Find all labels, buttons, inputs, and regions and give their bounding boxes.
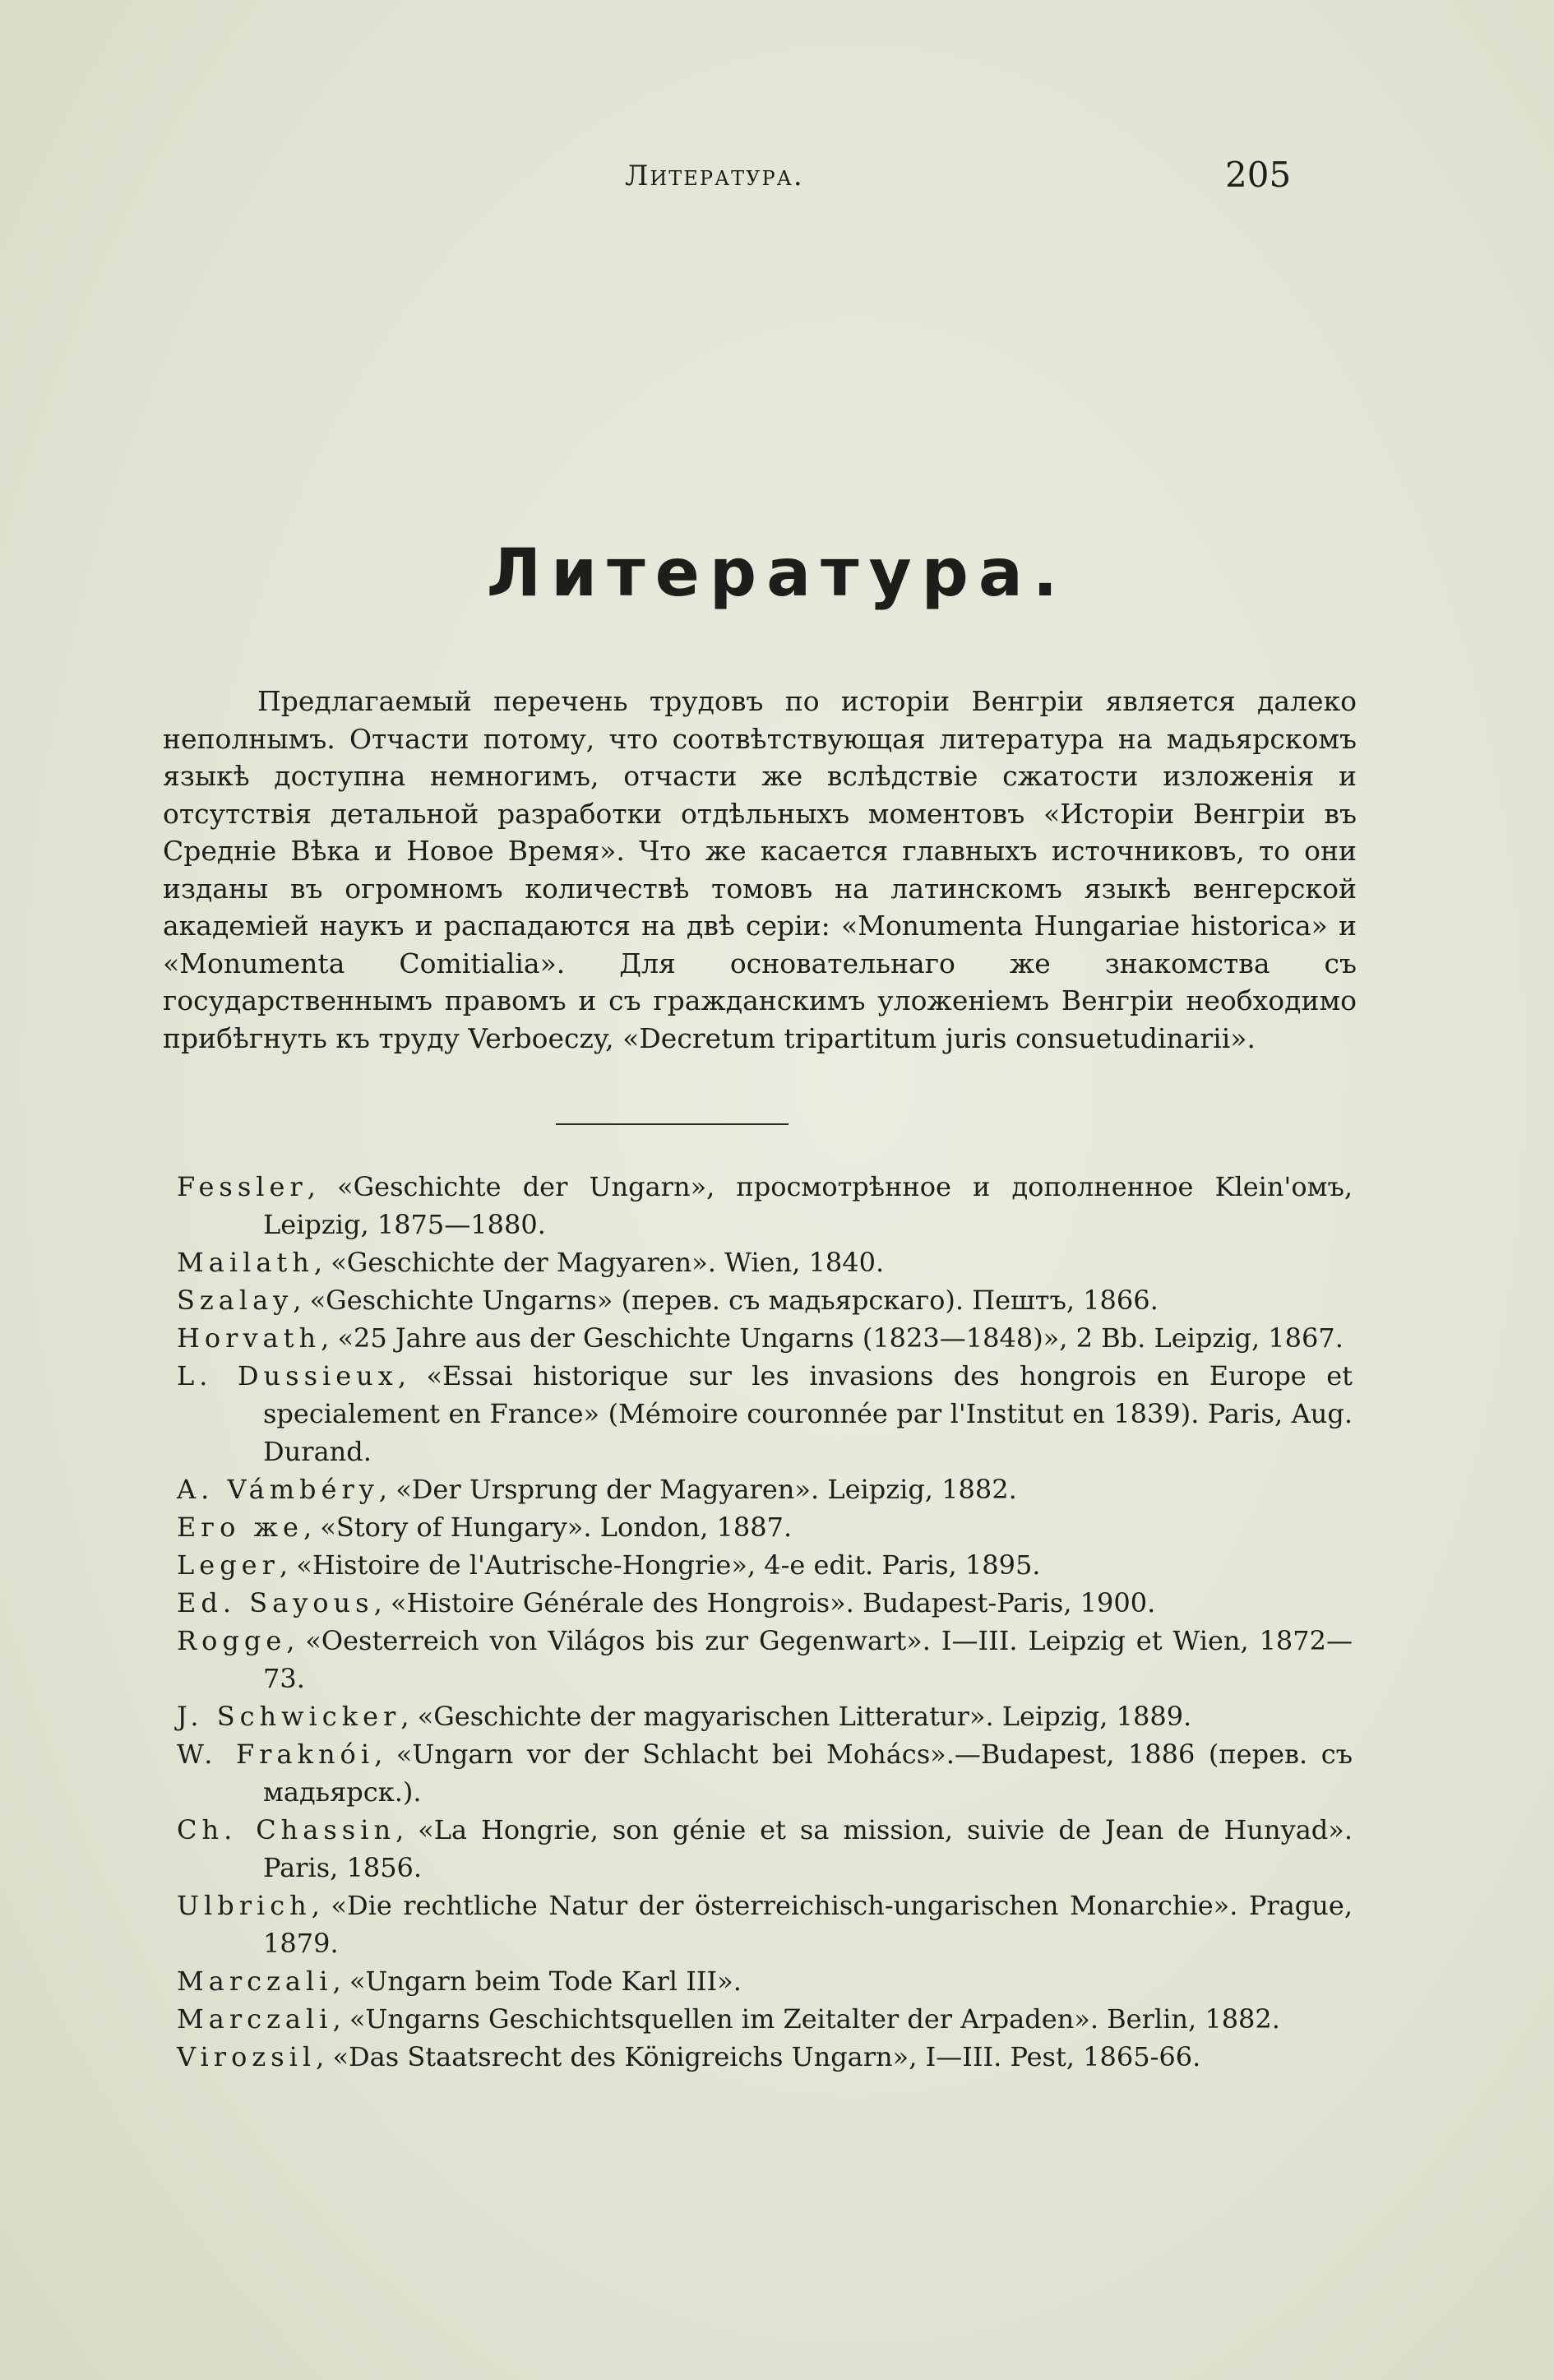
entry-text: , «Story of Hungary». London, 1887. bbox=[303, 1512, 793, 1543]
section-divider bbox=[556, 1123, 789, 1125]
bibliography-entry bbox=[177, 1887, 1353, 1962]
entry-author: Virozsil bbox=[177, 2041, 317, 2072]
entry-text: , «Histoire de l'Autrische-Hongrie», 4-e edit. Paris, 1895. bbox=[279, 1549, 1041, 1581]
bibliography-entry bbox=[177, 1319, 1353, 1357]
entry-text: , «Der Ursprung der Magyaren». Leipzig, 1882. bbox=[378, 1474, 1017, 1505]
bibliography-entry bbox=[177, 1281, 1353, 1319]
entry-author: Ed. Sayous bbox=[177, 1587, 374, 1618]
entry-author: Его же bbox=[177, 1512, 303, 1543]
running-head bbox=[0, 155, 1554, 204]
bibliography-entry bbox=[177, 2038, 1353, 2076]
bibliography-entry bbox=[177, 1962, 1353, 2000]
intro-paragraph: Предлагаемый перечень трудовъ по исторіи Венгріи является далеко неполнымъ. Отчасти потому, что соотвѣтствующая литература на мадьярскомъ языкѣ доступна немногимъ, отчасти же вслѣдствіе сжатости изложенія и отсутствія детальной разработки отдѣльныхъ моментовъ «Исторіи Венгріи въ Средніе Вѣка и Новое Время». Что же касается главныхъ источниковъ, то они изданы въ огромномъ количествѣ томовъ на латинскомъ языкѣ венгерской академіей наукъ и распадаются на двѣ серіи: «Monumenta Hungariae historica» и «Monumenta Comitialia». Для основательнаго же знакомства съ государственнымъ правомъ и съ гражданскимъ уложеніемъ Венгріи необходимо прибѣгнуть къ труду Verboeczy, «Decretum tripartitum juris consuetudinarii». bbox=[163, 685, 1357, 1054]
bibliography-entry bbox=[177, 1546, 1353, 1584]
entry-text: , «Die rechtliche Natur der österreichisch-ungarischen Monarchie». Prague, 1879. bbox=[263, 1890, 1353, 1959]
bibliography-entry bbox=[177, 1357, 1353, 1470]
entry-author: W. Fraknói bbox=[177, 1739, 375, 1770]
entry-author: Rogge bbox=[177, 1625, 287, 1656]
entry-author: Marczali bbox=[177, 2003, 333, 2035]
entry-author: Horvath bbox=[177, 1322, 321, 1354]
entry-author: Marczali bbox=[177, 1966, 333, 1997]
bibliography-entry bbox=[177, 1622, 1353, 1697]
entry-text: , «La Hongrie, son génie et sa mission, suivie de Jean de Hunyad». Paris, 1856. bbox=[263, 1814, 1353, 1883]
entry-author: Szalay bbox=[177, 1285, 294, 1316]
entry-text: , «Geschichte der Magyaren». Wien, 1840. bbox=[313, 1247, 885, 1278]
bibliography-entry bbox=[177, 1811, 1353, 1887]
entry-author: J. Schwicker bbox=[177, 1701, 401, 1732]
bibliography-entry bbox=[177, 2000, 1353, 2038]
entry-author: Ch. Chassin bbox=[177, 1814, 396, 1845]
bibliography-entry bbox=[177, 1508, 1353, 1546]
page-number: 205 bbox=[1225, 155, 1292, 195]
entry-author: Leger bbox=[177, 1549, 280, 1581]
entry-text: , «Ungarn beim Tode Karl III». bbox=[332, 1966, 742, 1997]
entry-text: , «Oesterreich von Világos bis zur Gegenwart». I—III. Leipzig et Wien, 1872—73. bbox=[263, 1625, 1353, 1694]
entry-text: , «Das Staatsrecht des Königreichs Ungarn», I—III. Pest, 1865-66. bbox=[316, 2041, 1201, 2072]
entry-text: , «25 Jahre aus der Geschichte Ungarns (1823—1848)», 2 Bb. Leipzig, 1867. bbox=[321, 1322, 1344, 1354]
entry-author: L. Dussieux bbox=[177, 1360, 398, 1391]
bibliography-entry bbox=[177, 1168, 1353, 1243]
entry-text: , «Geschichte der Ungarn», просмотрѣнное и дополненное Klein'омъ, Leipzig, 1875—1880. bbox=[263, 1171, 1353, 1240]
entry-author: A. Vámbéry bbox=[177, 1474, 379, 1505]
bibliography-entry bbox=[177, 1243, 1353, 1281]
chapter-title: Литература. bbox=[486, 535, 1068, 611]
entry-author: Mailath bbox=[177, 1247, 314, 1278]
running-title: Литература. bbox=[625, 160, 804, 192]
entry-author: Fessler bbox=[177, 1171, 308, 1202]
entry-text: , «Geschichte der magyarischen Litteratur». Leipzig, 1889. bbox=[400, 1701, 1192, 1732]
entry-text: , «Histoire Générale des Hongrois». Budapest-Paris, 1900. bbox=[373, 1587, 1156, 1618]
bibliography-entry bbox=[177, 1697, 1353, 1735]
entry-text: , «Geschichte Ungarns» (перев. съ мадьярскаго). Пештъ, 1866. bbox=[293, 1285, 1159, 1316]
entry-text: , «Ungarn vor der Schlacht bei Mohács».—Budapest, 1886 (перев. съ мадьярск.). bbox=[263, 1739, 1353, 1808]
bibliography-entry bbox=[177, 1584, 1353, 1622]
entry-author: Ulbrich bbox=[177, 1890, 312, 1921]
bibliography-entry bbox=[177, 1470, 1353, 1508]
entry-text: , «Essai historique sur les invasions des hongrois en Europe et specialement en France» (Mémoire couronnée par l'Institut en 1839). Paris, Aug. Durand. bbox=[263, 1360, 1353, 1467]
bibliography-entry bbox=[177, 1735, 1353, 1811]
entry-text: , «Ungarns Geschichtsquellen im Zeitalter der Arpaden». Berlin, 1882. bbox=[332, 2003, 1280, 2035]
bibliography-list bbox=[177, 1168, 1353, 2076]
